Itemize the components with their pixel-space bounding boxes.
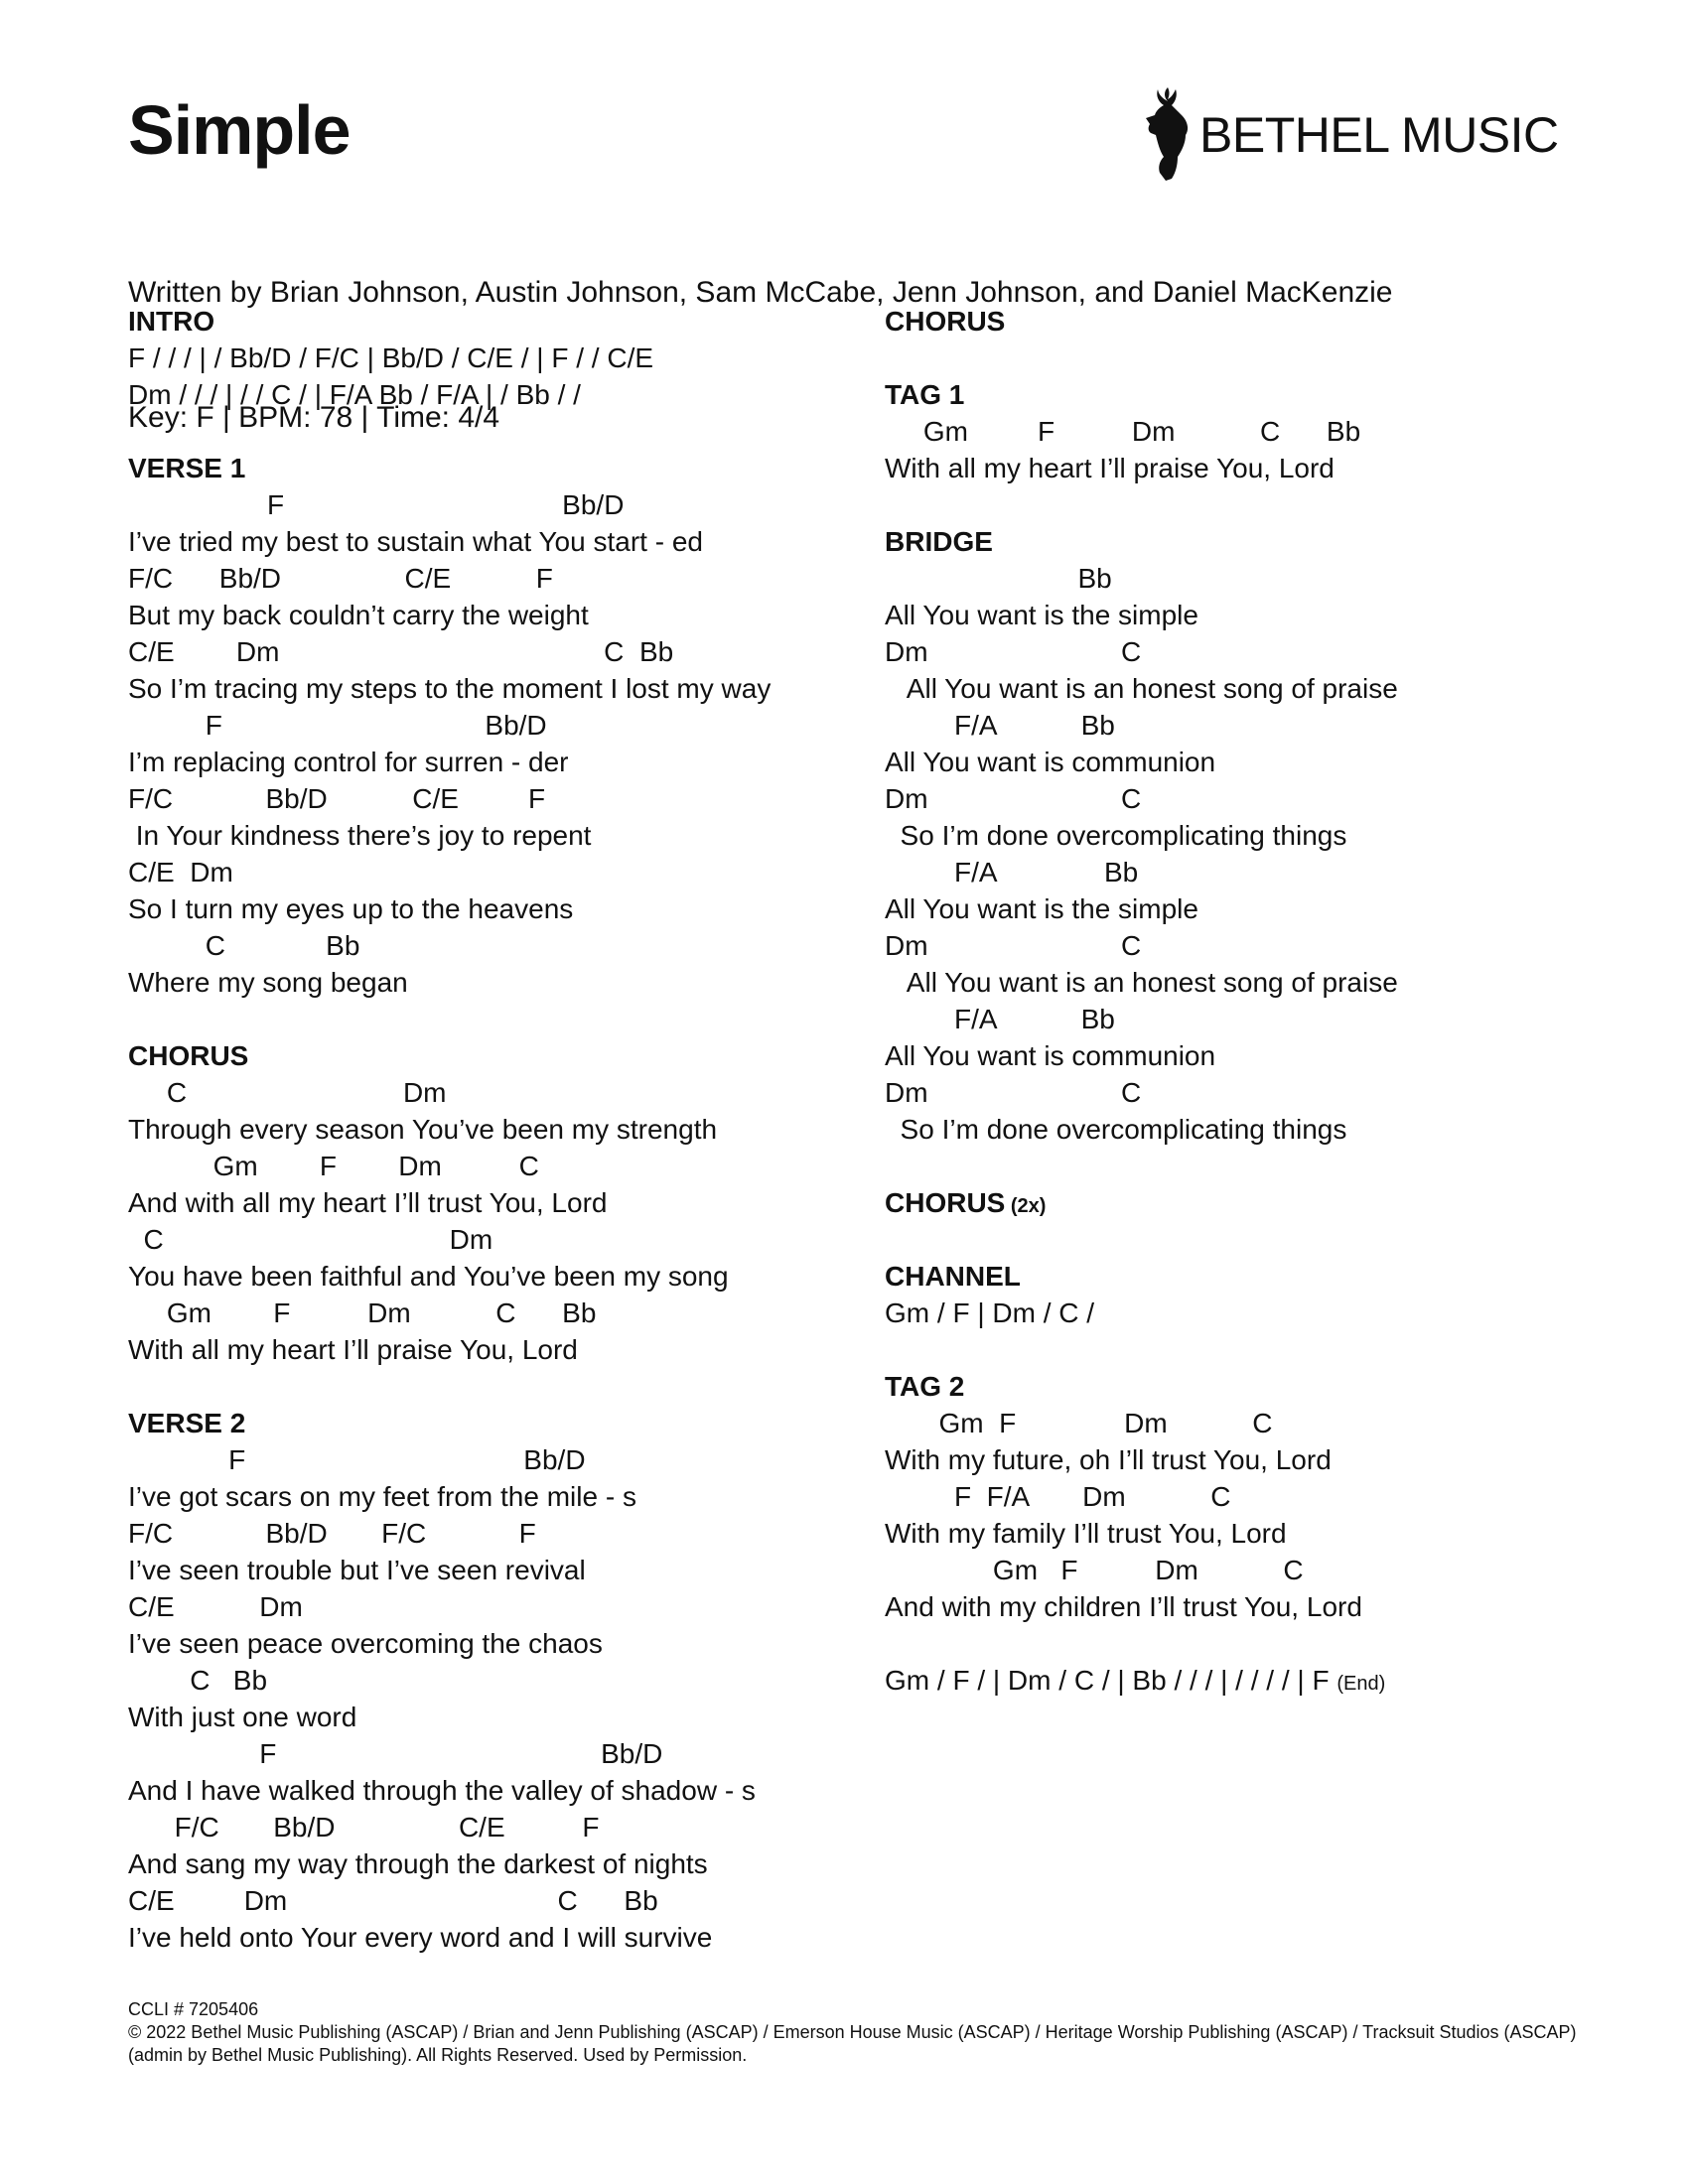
song-line: All You want is communion — [885, 1040, 1216, 1071]
song-line: All You want is the simple — [885, 893, 1198, 924]
song-line: F/C Bb/D F/C F — [128, 1518, 536, 1549]
song-title: Simple — [128, 91, 351, 169]
right-column — [885, 303, 1619, 1735]
song-line: C/E Dm C Bb — [128, 636, 674, 667]
logo-text: BETHEL MUSIC — [1199, 107, 1559, 163]
ccli-number: CCLI # 7205406 — [128, 1999, 259, 2019]
written-by: Written by Brian Johnson, Austin Johnson, Sam McCabe, Jenn Johnson, and Daniel MacKenzie — [128, 276, 1393, 309]
song-line: With all my heart I’ll praise You, Lord — [885, 453, 1335, 483]
song-line: You have been faithful and You’ve been my song — [128, 1261, 729, 1292]
song-line: Dm / / / | / / C / | F/A Bb / F/A | / Bb / / — [128, 379, 581, 410]
song-line: I’ve seen trouble but I’ve seen revival — [128, 1555, 586, 1585]
song-line: And I have walked through the valley of shadow - s — [128, 1775, 756, 1806]
song-section — [128, 1405, 863, 1956]
section-title: VERSE 2 — [128, 1408, 246, 1438]
song-section — [885, 1184, 1619, 1221]
song-section — [128, 450, 863, 1001]
song-line: I’m replacing control for surren - der — [128, 747, 569, 777]
song-line: F/C Bb/D C/E F — [128, 1812, 600, 1843]
song-line: And sang my way through the darkest of nights — [128, 1848, 708, 1879]
song-line: In Your kindness there’s joy to repent — [128, 820, 592, 851]
song-line: With my future, oh I’ll trust You, Lord — [885, 1444, 1332, 1475]
song-line: C Dm — [128, 1224, 493, 1255]
song-line: Gm / F | Dm / C / — [885, 1297, 1095, 1328]
song-section — [128, 303, 863, 413]
section-title: CHANNEL — [885, 1261, 1021, 1292]
song-line: I’ve tried my best to sustain what You start - ed — [128, 526, 703, 557]
song-line: But my back couldn’t carry the weight — [128, 600, 589, 630]
song-line: So I’m tracing my steps to the moment I lost my way — [128, 673, 772, 704]
song-line: C/E Dm — [128, 1591, 303, 1622]
song-meta: Key: F | BPM: 78 | Time: 4/4 — [128, 401, 500, 434]
song-line: Where my song began — [128, 967, 408, 998]
song-line: So I turn my eyes up to the heavens — [128, 893, 574, 924]
song-line: Dm C — [885, 1077, 1142, 1108]
song-line: Gm F Dm C Bb — [885, 416, 1361, 447]
section-title: TAG 1 — [885, 379, 965, 410]
song-line: F Bb/D — [128, 1738, 663, 1769]
section-title: VERSE 1 — [128, 453, 246, 483]
song-section — [885, 1662, 1619, 1699]
song-line: C/E Dm C Bb — [128, 1885, 658, 1916]
song-line: F Bb/D — [128, 489, 625, 520]
section-note: (2x) — [1005, 1195, 1047, 1217]
song-section — [885, 376, 1619, 486]
section-title: CHORUS (2x) — [885, 1187, 1047, 1218]
song-line: F/A Bb — [885, 857, 1139, 887]
song-line: With my family I’ll trust You, Lord — [885, 1518, 1287, 1549]
song-line: All You want is the simple — [885, 600, 1198, 630]
song-line: Gm F Dm C — [885, 1408, 1273, 1438]
song-line: C Dm — [128, 1077, 447, 1108]
song-line: Gm F Dm C Bb — [128, 1297, 597, 1328]
song-line: F/C Bb/D C/E F — [128, 563, 553, 594]
footer — [128, 1998, 1598, 2067]
section-title: BRIDGE — [885, 526, 993, 557]
song-line: With all my heart I’ll praise You, Lord — [128, 1334, 578, 1365]
song-line: Dm C — [885, 636, 1142, 667]
deer-head-icon — [1142, 85, 1194, 185]
song-line: Dm C — [885, 930, 1142, 961]
song-line: F/A Bb — [885, 1004, 1115, 1034]
song-line: So I’m done overcomplicating things — [885, 1114, 1347, 1145]
left-column — [128, 303, 863, 1992]
song-line: F / / / | / Bb/D / F/C | Bb/D / C/E / | F / / C/E — [128, 342, 654, 373]
song-section — [885, 1368, 1619, 1625]
song-line: I’ve seen peace overcoming the chaos — [128, 1628, 603, 1659]
song-line: F Bb/D — [128, 710, 547, 741]
section-title: CHORUS — [128, 1040, 249, 1071]
song-line: All You want is an honest song of praise — [885, 673, 1398, 704]
song-line: Bb — [885, 563, 1112, 594]
section-title: INTRO — [128, 306, 215, 337]
song-line: So I’m done overcomplicating things — [885, 820, 1347, 851]
song-section — [885, 303, 1619, 340]
song-line: F/A Bb — [885, 710, 1115, 741]
song-line: F F/A Dm C — [885, 1481, 1231, 1512]
song-line: I’ve held onto Your every word and I will survive — [128, 1922, 713, 1953]
song-line: With just one word — [128, 1702, 357, 1732]
song-line: C/E Dm — [128, 857, 233, 887]
logo — [1142, 85, 1559, 185]
copyright-notice: © 2022 Bethel Music Publishing (ASCAP) / Brian and Jenn Publishing (ASCAP) / Emerson House Music (ASCAP) / Heritage Worship Publishing (ASCAP) / Tracksuit Studios (ASCAP) (admin by Bethel Music Publishing). All Rights Reserved. Used by Permission. — [128, 2022, 1577, 2065]
song-line: Through every season You’ve been my strength — [128, 1114, 718, 1145]
song-line: I’ve got scars on my feet from the mile - s — [128, 1481, 636, 1512]
song-section — [885, 1258, 1619, 1331]
ending-progression: Gm / F / | Dm / C / | Bb / / / | / / / / | F (End) — [885, 1665, 1386, 1696]
song-line: Gm F Dm C — [128, 1151, 539, 1181]
song-line: Gm F Dm C — [885, 1555, 1304, 1585]
song-line: All You want is an honest song of praise — [885, 967, 1398, 998]
song-line: And with all my heart I’ll trust You, Lord — [128, 1187, 608, 1218]
song-line: C Bb — [128, 1665, 268, 1696]
song-section — [128, 1037, 863, 1368]
song-section — [885, 523, 1619, 1148]
song-line: F/C Bb/D C/E F — [128, 783, 546, 814]
section-title: CHORUS — [885, 306, 1006, 337]
song-line: All You want is communion — [885, 747, 1216, 777]
section-title: TAG 2 — [885, 1371, 965, 1402]
song-line: And with my children I’ll trust You, Lord — [885, 1591, 1362, 1622]
song-line: F Bb/D — [128, 1444, 586, 1475]
ending-note: (End) — [1336, 1673, 1386, 1695]
song-line: Dm C — [885, 783, 1142, 814]
song-line: C Bb — [128, 930, 360, 961]
